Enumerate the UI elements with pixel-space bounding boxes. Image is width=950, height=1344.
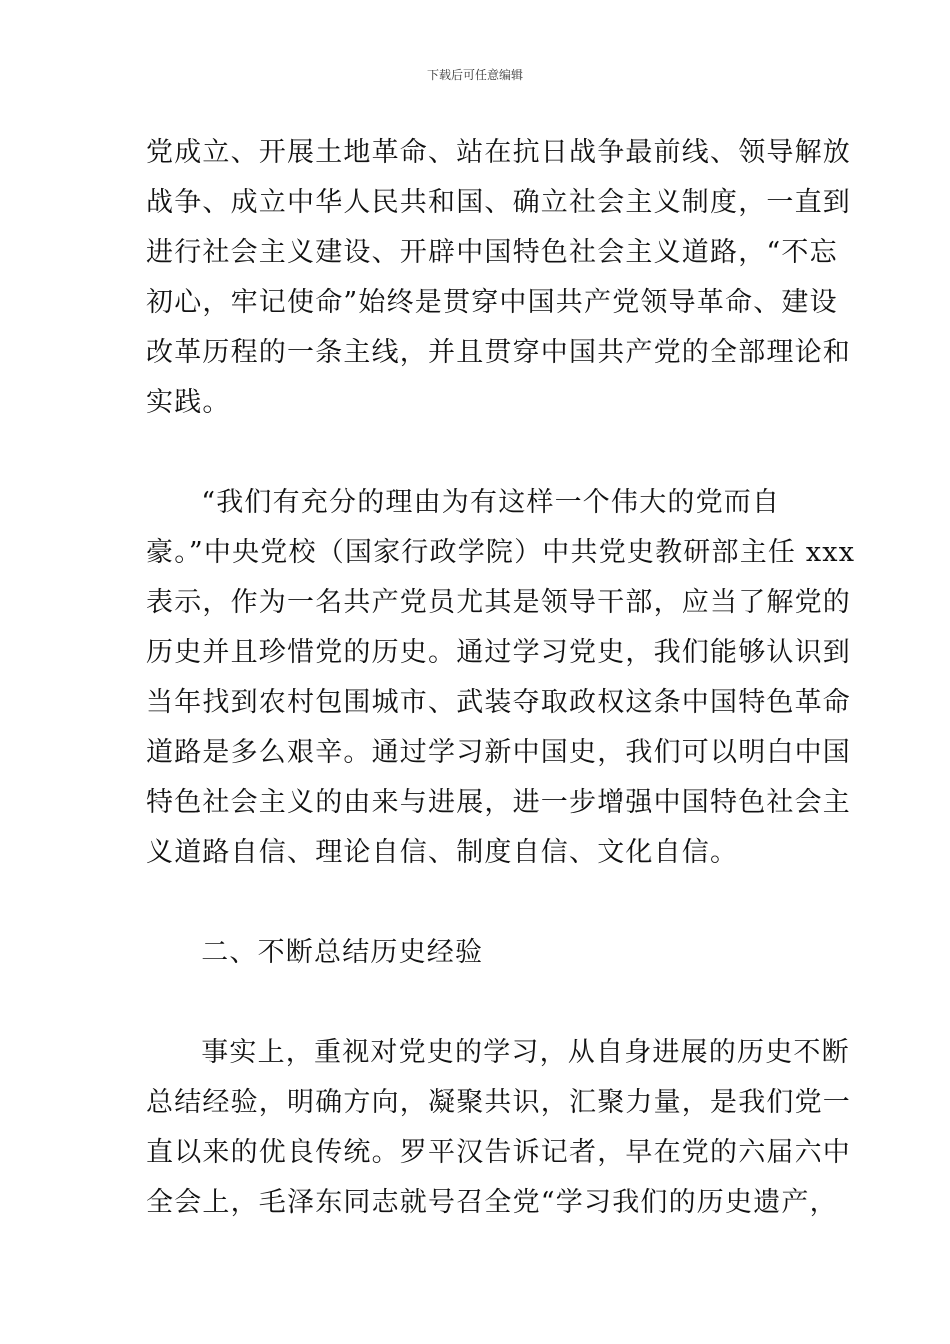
text-line: 历史并且珍惜党的历史。通过学习党史，我们能够认识到 (146, 637, 851, 668)
section-heading (146, 928, 826, 978)
heading-line: 二、不断总结历史经验 (173, 937, 484, 968)
text-line: “我们有充分的理由为有这样一个伟大的党而自 (173, 487, 781, 518)
paragraph (146, 478, 856, 878)
text-line: 改革历程的一条主线，并且贯穿中国共产党的全部理论和 (146, 337, 851, 368)
text-line: 事实上，重视对党史的学习，从自身进展的历史不断 (173, 1037, 850, 1068)
text-line: 党成立、开展土地革命、站在抗日战争最前线、领导解放 (146, 137, 851, 168)
text-line: 实践。 (146, 387, 231, 418)
paragraph-gap (146, 428, 826, 478)
text-line: 全会上，毛泽东同志就号召全党“学习我们的历史遗产， (146, 1187, 838, 1218)
page-header: 下载后可任意编辑 (426, 68, 523, 82)
text-line: 义道路自信、理论自信、制度自信、文化自信。 (146, 837, 739, 868)
text-line: 道路是多么艰辛。通过学习新中国史，我们可以明白中国 (146, 737, 851, 768)
text-line: 直以来的优良传统。罗平汉告诉记者，早在党的六届六中 (146, 1137, 851, 1168)
text-line: 特色社会主义的由来与进展，进一步增强中国特色社会主 (146, 787, 851, 818)
document-body (146, 128, 856, 1228)
text-line: 进行社会主义建设、开辟中国特色社会主义道路，“不忘 (146, 237, 838, 268)
text-line: 总结经验，明确方向，凝聚共识，汇聚力量，是我们党一 (146, 1087, 851, 1118)
text-line: 战争、成立中华人民共和国、确立社会主义制度，一直到 (146, 187, 851, 218)
paragraph (146, 1028, 851, 1228)
paragraph (146, 128, 851, 428)
text-line: 表示，作为一名共产党员尤其是领导干部，应当了解党的 (146, 587, 851, 618)
paragraph-gap (146, 878, 826, 928)
paragraph-gap (146, 978, 826, 1028)
text-line: 当年找到农村包围城市、武装夺取政权这条中国特色革命 (146, 687, 851, 718)
text-line: 豪。”中央党校（国家行政学院）中共党史教研部主任 xxx (146, 537, 856, 568)
text-line: 初心，牢记使命”始终是贯穿中国共产党领导革命、建设 (146, 287, 838, 318)
